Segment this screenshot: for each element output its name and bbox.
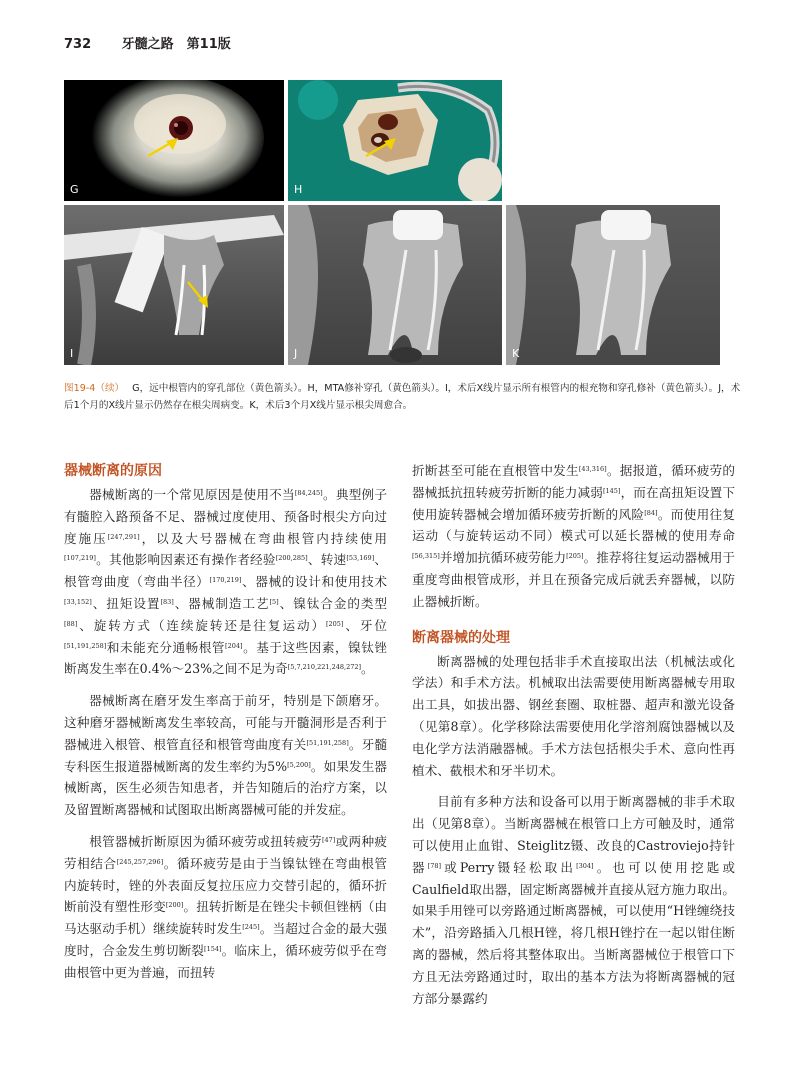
citation-ref: [205]: [566, 552, 584, 561]
citation-ref: [47]: [321, 835, 336, 844]
page-number: 732: [64, 37, 92, 52]
citation-ref: [56,315]: [412, 552, 440, 561]
panel-label-g: G: [70, 183, 79, 196]
arrow-icon: [146, 136, 182, 158]
citation-ref: [84,245]: [294, 489, 323, 497]
paragraph-text: 。据报道，循环疲劳的器械抵抗扭转疲劳折断的能力减弱: [412, 463, 736, 500]
citation-ref: [204]: [225, 641, 243, 650]
citation-ref: [200]: [165, 901, 184, 910]
arrow-icon: [186, 280, 212, 310]
paragraph: [64, 690, 387, 821]
paragraph-text: 或Perry镊轻松取出: [441, 859, 577, 875]
citation-ref: [245]: [242, 923, 260, 932]
paragraph-text: 根管器械折断原因为循环疲劳或扭转疲劳: [89, 833, 322, 849]
paragraph-text: 折断甚至可能在直根管中发生: [412, 463, 579, 478]
paragraph-text: ，以及大号器械在弯曲根管内持续使用: [139, 530, 388, 546]
paragraph: [412, 791, 735, 1009]
paragraph-text: 目前有多种方法和设备可以用于断离器械的非手术取出（见第8章）。当断离器械在根管口上方可触及时，通常可以使用止血钳、Steiglitz镊、改良的Castroviejo持针器: [412, 794, 735, 875]
citation-ref: [154]: [204, 944, 222, 953]
paragraph-text: 、牙位: [343, 617, 388, 633]
citation-ref: [53,169]: [346, 554, 375, 563]
citation-ref: [51,191,258]: [306, 738, 349, 747]
paragraph-text: 、器械的设计和使用技术: [241, 574, 388, 590]
paragraph-text: 。也可以使用挖匙或Caulfield取出器，固定断离器械并直接从冠方施力取出。如果手用锉可以旁路通过断离器械，可以使用“H锉缠绕技术”，沿旁路插入几根H锉，将几根H锉拧在一起以钳住断离的器械，然后将其整体取出。当断离器械位于根管口下方且无法旁路通过时，取出的基本方法为将断离器械的冠方部分暴露约: [412, 859, 735, 1006]
paragraph-text: 、器械制造工艺: [173, 595, 270, 611]
panel-label-k: K: [512, 347, 520, 360]
paragraph-text: 、根管弯曲度（弯曲半径）: [64, 552, 388, 590]
paragraph-text: 。如果发生器械断离，医生必须告知患者，并告知随后的治疗方案，以及留置断离器械和试图取出断离器械可能的并发症。: [64, 758, 388, 818]
citation-ref: [200,285]: [275, 554, 308, 563]
citation-ref: [5,7,210,221,248,272]: [287, 663, 362, 672]
citation-ref: [51,191,258]: [64, 641, 107, 650]
section-heading-management: 断离器械的处理: [412, 629, 510, 646]
citation-ref: [5,200]: [287, 760, 311, 769]
paragraph-text: 器械断离的一个常见原因是使用不当: [89, 487, 295, 502]
photo-h: [288, 80, 502, 201]
caption-text: G，远中根管内的穿孔部位（黄色箭头）。H，MTA修补穿孔（黄色箭头）。I，术后X线片显示所有根管内的根充物和穿孔修补（黄色箭头）。J，术后1个月的X线片显示仍然存在根尖周病变。K，术后3个月X线片显示根尖周愈合。: [64, 383, 741, 411]
paragraph-text: 、旋转方式（连续旋转还是往复运动）: [77, 617, 326, 633]
paragraph-text: 、扭矩设置: [91, 595, 161, 611]
paragraph: [64, 484, 387, 680]
paragraph-text: 。推荐将往复运动器械用于重度弯曲根管成形，并且在预备完成后就丢弃器械，以防止器械折断。: [412, 550, 736, 609]
xray-i-image: [64, 205, 284, 365]
panel-label-i: I: [70, 347, 74, 360]
caption-number: 图19-4（续）: [64, 383, 125, 394]
citation-ref: [205]: [325, 619, 344, 628]
paragraph-text: 。典型例子有髓腔入路预备不足、器械过度使用、预备时根尖方向过度施压: [64, 487, 388, 546]
paragraph-text: 或两种疲劳相结合: [64, 833, 388, 871]
xray-k: [506, 205, 720, 365]
citation-ref: [33,152]: [64, 597, 92, 606]
citation-ref: [83]: [160, 597, 174, 606]
paragraph-text: 。而使用往复运动（与旋转运动不同）模式可以延长器械的使用寿命: [412, 506, 736, 544]
panel-label-j: J: [294, 347, 298, 360]
citation-ref: [170,219]: [209, 576, 242, 585]
paragraph-text: 。基于这些因素，镍钛锉断离发生率在0.4%～23%之间不足为奇: [64, 639, 388, 677]
running-header: [64, 33, 231, 52]
xray-j-image: [288, 205, 502, 365]
photo-g: [64, 80, 284, 201]
xray-k-image: [506, 205, 720, 365]
paragraph-text: ，而在高扭矩设置下使用旋转器械会增加循环疲劳折断的风险: [412, 484, 736, 522]
citation-ref: [78]: [427, 861, 442, 870]
citation-ref: [107,219]: [64, 554, 96, 563]
paragraph-text: 。: [361, 661, 374, 677]
citation-ref: [88]: [64, 619, 78, 628]
paragraph-text: 并增加抗循环疲劳能力: [439, 550, 567, 566]
book-title: 牙髓之路 第11版: [121, 37, 231, 52]
citation-ref: [145]: [602, 486, 621, 495]
paragraph-text: 断离器械的处理包括非手术直接取出法（机械法或化学法）和手术方法。机械取出法需要使用断离器械专用取出工具，如拔出器、钢丝套圈、取桩器、超声和激光设备（见第8章）。化学移除法需要使用化学溶剂腐蚀器械以及电化学方法消融器械。手术方法包括根尖手术、意向性再植术、截根术和牙半切术。: [412, 653, 735, 778]
figure-caption: [64, 380, 744, 414]
paragraph-text: 、镍钛合金的类型: [278, 595, 388, 611]
right-column: [412, 460, 735, 1019]
paragraph: [412, 651, 735, 782]
paragraph-text: 。其他影响因素还有操作者经验: [95, 552, 276, 568]
paragraph-text: 、转速: [307, 552, 347, 568]
citation-ref: [84]: [644, 508, 658, 517]
paragraph-continued: [412, 460, 735, 613]
paragraph-text: 。当超过合金的最大强度时，合金发生剪切断裂: [64, 921, 388, 958]
citation-ref: [304]: [576, 861, 594, 870]
citation-ref: [43,316]: [578, 465, 607, 473]
paragraph-text: 。牙髓专科医生报道器械断离的发生率约为5%: [64, 736, 388, 774]
paragraph-text: 器械断离在磨牙发生率高于前牙，特别是下颌磨牙。这种磨牙器械断离发生率较高，可能与开髓洞形是否利于器械进入根管、根管直径和根管弯曲度有关: [64, 693, 387, 752]
section-heading-causes: 器械断离的原因: [64, 463, 162, 479]
paragraph: [64, 831, 387, 984]
paragraph-text: 。临床上，循环疲劳似乎在弯曲根管中更为普遍，而扭转: [64, 942, 388, 980]
left-column: [64, 460, 387, 994]
citation-ref: [5]: [269, 597, 279, 606]
paragraph-text: 。循环疲劳是由于当镍钛锉在弯曲根管内旋转时，锉的外表面反复拉压应力交替引起的，循环折断前没有塑性形变: [64, 855, 388, 915]
paragraph-text: 。扭转折断是在锉尖卡顿但锉柄（由马达驱动手机）继续旋转时发生: [64, 899, 388, 937]
citation-ref: [245,257,296]: [116, 857, 164, 866]
citation-ref: [247,291]: [107, 532, 140, 541]
xray-j: [288, 205, 502, 365]
arrow-icon: [364, 136, 400, 158]
xray-i: [64, 205, 284, 365]
panel-label-h: H: [294, 183, 303, 196]
paragraph-text: 和未能充分通畅根管: [106, 639, 226, 655]
